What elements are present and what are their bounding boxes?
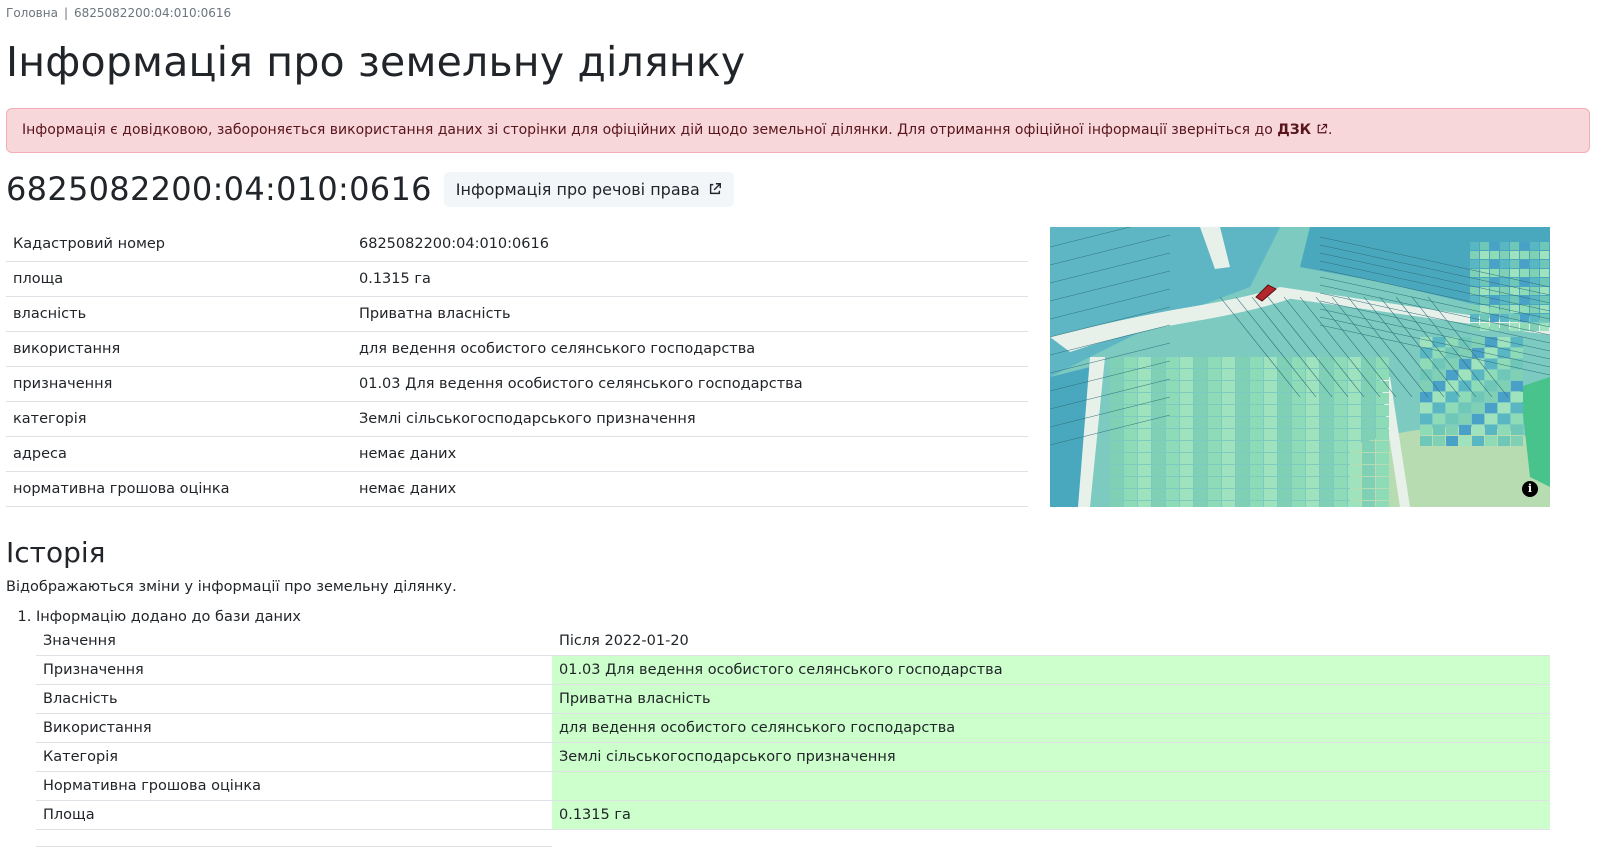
- info-value: 01.03 Для ведення особистого селянського господарства: [352, 366, 1028, 401]
- parcel-info-table: [6, 227, 1028, 507]
- info-value: немає даних: [352, 471, 1028, 506]
- changes-label: Нормативна грошова оцінка: [36, 772, 552, 801]
- info-row: [6, 331, 1028, 366]
- dzk-link-label: ДЗК: [1277, 122, 1312, 138]
- property-rights-label: Інформація про речові права: [455, 179, 700, 199]
- info-value: 0.1315 га: [352, 261, 1028, 296]
- changes-new-value: для ведення особистого селянського господарства: [552, 714, 1550, 743]
- breadcrumb-home-link[interactable]: Головна: [6, 6, 58, 20]
- divider: [36, 846, 552, 847]
- changes-new-value: Землі сільськогосподарського призначення: [552, 743, 1550, 772]
- info-value: 6825082200:04:010:0616: [352, 227, 1028, 261]
- changes-header-row: [36, 627, 1550, 656]
- info-label: нормативна грошова оцінка: [6, 471, 352, 506]
- history-entry: [36, 609, 1590, 830]
- breadcrumb-current: 6825082200:04:010:0616: [74, 6, 232, 20]
- info-row: [6, 261, 1028, 296]
- external-link-icon: [708, 182, 722, 196]
- changes-row: [36, 714, 1550, 743]
- map-canvas[interactable]: [1050, 227, 1550, 507]
- breadcrumb: [6, 0, 1590, 22]
- changes-new-value: [552, 772, 1550, 801]
- external-link-icon: [1316, 123, 1328, 135]
- parcel-header: [6, 169, 1590, 209]
- changes-label: Використання: [36, 714, 552, 743]
- changes-row: [36, 743, 1550, 772]
- disclaimer-alert: [6, 108, 1590, 153]
- changes-row: [36, 772, 1550, 801]
- changes-new-value: Приватна власність: [552, 685, 1550, 714]
- changes-label: Категорія: [36, 743, 552, 772]
- changes-new-value: 0.1315 га: [552, 801, 1550, 830]
- changes-new-value: 01.03 Для ведення особистого селянського господарства: [552, 656, 1550, 685]
- changes-label: Призначення: [36, 656, 552, 685]
- info-row: [6, 366, 1028, 401]
- info-row: [6, 227, 1028, 261]
- property-rights-button[interactable]: [444, 172, 734, 207]
- cadastral-map[interactable]: [1050, 227, 1550, 507]
- info-label: площа: [6, 261, 352, 296]
- history-list: [6, 609, 1590, 830]
- info-value: Землі сільськогосподарського призначення: [352, 401, 1028, 436]
- changes-header-label: Значення: [36, 627, 552, 656]
- parcel-id: 6825082200:04:010:0616: [6, 170, 432, 208]
- info-label: адреса: [6, 436, 352, 471]
- changes-row: [36, 656, 1550, 685]
- info-value: немає даних: [352, 436, 1028, 471]
- changes-row: [36, 801, 1550, 830]
- info-label: використання: [6, 331, 352, 366]
- info-row: [6, 296, 1028, 331]
- map-attribution-info-icon[interactable]: i: [1522, 481, 1538, 497]
- info-label: категорія: [6, 401, 352, 436]
- changes-row: [36, 685, 1550, 714]
- changes-label: Площа: [36, 801, 552, 830]
- info-label: призначення: [6, 366, 352, 401]
- history-title: Історія: [6, 536, 106, 569]
- info-label: Кадастровий номер: [6, 227, 352, 261]
- breadcrumb-separator: |: [63, 6, 68, 20]
- page-title: Інформація про земельну ділянку: [6, 38, 746, 86]
- alert-text: Інформація є довідковою, забороняється використання даних зі сторінки для офіційних дій щодо земельної ділянки. Для отримання офіційної інформації зверніться до: [22, 122, 1278, 138]
- changes-label: Власність: [36, 685, 552, 714]
- dzk-link[interactable]: [1277, 122, 1328, 138]
- history-description: Відображаються зміни у інформації про земельну ділянку.: [6, 579, 457, 595]
- history-entry-title: Інформацію додано до бази даних: [36, 609, 302, 625]
- changes-header-value: Після 2022-01-20: [552, 627, 1550, 656]
- history-changes-table: [36, 627, 1550, 830]
- info-row: [6, 471, 1028, 506]
- info-label: власність: [6, 296, 352, 331]
- alert-end: .: [1327, 122, 1333, 138]
- info-value: для ведення особистого селянського господарства: [352, 331, 1028, 366]
- info-value: Приватна власність: [352, 296, 1028, 331]
- info-row: [6, 401, 1028, 436]
- info-row: [6, 436, 1028, 471]
